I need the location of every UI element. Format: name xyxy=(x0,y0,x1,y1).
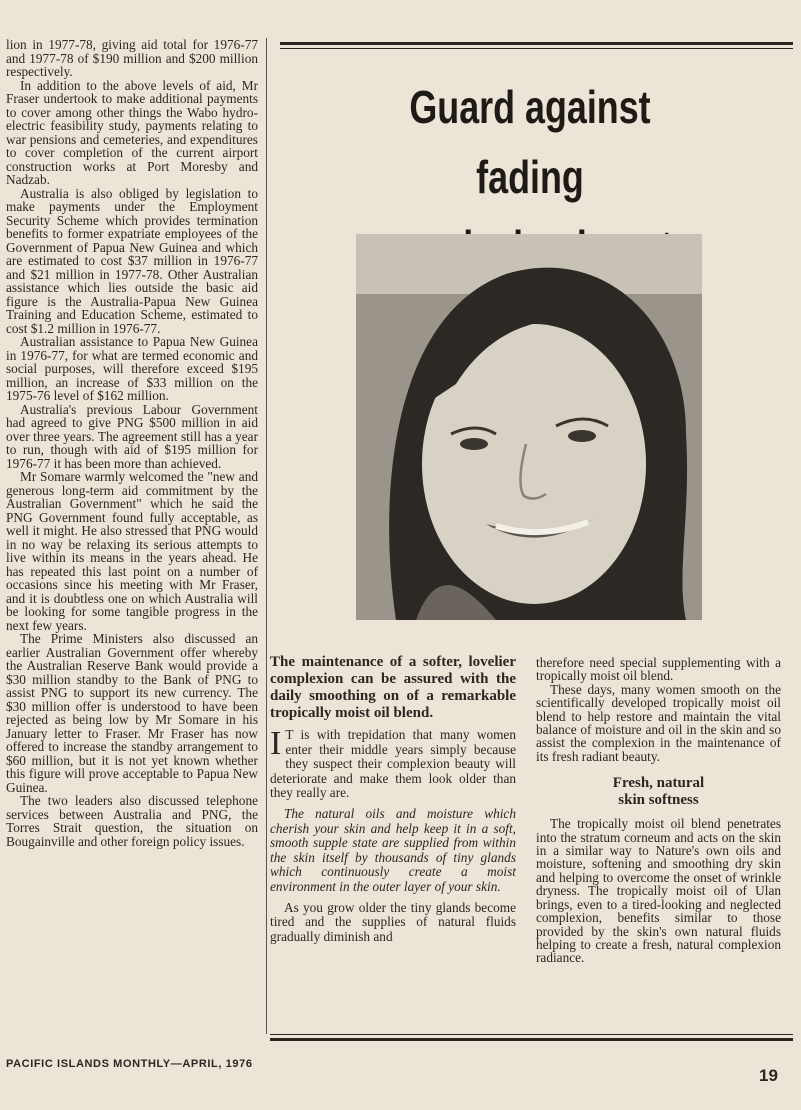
left-paragraph: lion in 1977-78, giving aid total for 1976-77 and 1977-78 of $190 million and $200 million respectively. xyxy=(6,37,258,79)
left-paragraph: Mr Somare warmly welcomed the "new and generous long-term aid commitment by the Australian Government" which he said the PNG Government found fully acceptable, as well it might. He also stressed that PNG would in no way be relaxing its serious attempts to live within its means in the years ahead. He has repeated this last point on a number of occasions since his meeting with Mr Fraser, and it is doubtless one on which Australia will be looking for some tangible progress in the next few years. xyxy=(6,469,258,633)
bottom-rule-thick xyxy=(270,1038,793,1041)
left-paragraph: Australia's previous Labour Government had agreed to give PNG $500 million in aid over three years. The agreement still has a year to run, though with aid of $195 million for 1976-77 it has been more than achieved. xyxy=(6,401,258,471)
portrait-illustration xyxy=(356,234,702,620)
publication-footer: PACIFIC ISLANDS MONTHLY—APRIL, 1976 xyxy=(6,1058,253,1070)
drop-cap: I xyxy=(270,725,282,762)
page-number: 19 xyxy=(759,1066,778,1085)
subheading-line: Fresh, natural xyxy=(612,775,705,792)
article-paragraph: therefore need special supplementing with a tropically moist oil blend. xyxy=(536,655,781,684)
article-subheading xyxy=(536,775,781,809)
left-paragraph: The Prime Ministers also discussed an earlier Australian Government offer whereby the Australian Reserve Bank would provide a $30 million standby to the Bank of PNG to assist PNG to support its new currency. The $30 million offer is understood to have been rejected as being low by Mr Somare in his January letter to Fraser. Mr Fraser has now offered to increase the standby arrangement to $60 million, but it is not yet known whether this figure will prove acceptable to Papua New Guinea. xyxy=(6,631,258,795)
article-lead: The maintenance of a softer, lovelier complexion can be assured with the daily smoothing on of a remarkable tropically moist oil blend. xyxy=(270,654,516,721)
left-paragraph: The two leaders also discussed telephone services between Australia and PNG, the Torres Strait question, the situation on Bougainville and other foreign policy issues. xyxy=(6,793,258,849)
article-paragraph xyxy=(270,725,516,801)
top-rule-thin xyxy=(280,48,793,49)
portrait-photo xyxy=(356,234,702,620)
left-paragraph: Australia is also obliged by legislation to make payments under the Employment Security Scheme which provides termination benefits to former expatriate employees of the Government of Papua New Guinea and which are estimated to cost $37 million in 1976-77 and $21 million in 1977-78. Other Australian assistance which lies outside the basic aid figure is the Australia-Papua New Guinea Training and Education Scheme, estimated to cost $1.2 million in 1976-77. xyxy=(6,185,258,336)
article-paragraph-text: T is with trepidation that many women enter their middle years simply because they suspect their complexion beauty will deteriorate and make them look older than they really are. xyxy=(270,727,516,801)
article-column-right xyxy=(536,656,781,965)
article-paragraph: As you grow older the tiny glands become tired and the supplies of natural fluids gradually diminish and xyxy=(270,899,516,944)
left-paragraph: Australian assistance to Papua New Guinea in 1976-77, for what are termed economic and social purposes, will therefore exceed $195 million, an increase of $33 million on the 1975-76 level of $162 million. xyxy=(6,334,258,403)
subheading-line: skin softness xyxy=(618,792,699,809)
bottom-rule-thin xyxy=(270,1034,793,1035)
article-paragraph-italic: The natural oils and moisture which cherish your skin and help keep it in a soft, smooth supple state are supplied from within the skin itself by thousands of tiny glands which continuously create a moist environment in the outer layer of your skin. xyxy=(270,805,516,894)
article-column-middle xyxy=(270,654,516,950)
headline-line: Guard against fading xyxy=(409,81,651,203)
article-paragraph: The tropically moist oil blend penetrates into the stratum corneum and acts on the skin in a similar way to Nature's own oils and moisture, softening and smoothing dry skin and helping to overcome the onset of wrinkle dryness. The tropically moist oil of Ulan brings, even to a tired-looking and neglected complexion, benefits similar to those provided by the skin's own natural fluids helping to create a fresh, natural complexion radiance. xyxy=(536,816,781,966)
left-article-column xyxy=(6,38,258,848)
column-divider xyxy=(266,38,267,1034)
article-paragraph: These days, many women smooth on the scientifically developed tropically moist oil blend to help restore and maintain the vital balance of moisture and oil in the skin and so assist the complexion in the maintenance of its fresh radiant beauty. xyxy=(536,681,781,764)
top-rule-thick xyxy=(280,42,793,45)
left-paragraph: In addition to the above levels of aid, Mr Fraser undertook to make additional payments to cover among other things the Wabo hydro-electric feasibility study, payments relating to war pensions and cemeteries, and expenditures to cover completion of the current airport construction works at Port Moresby and Nadzab. xyxy=(6,77,258,187)
